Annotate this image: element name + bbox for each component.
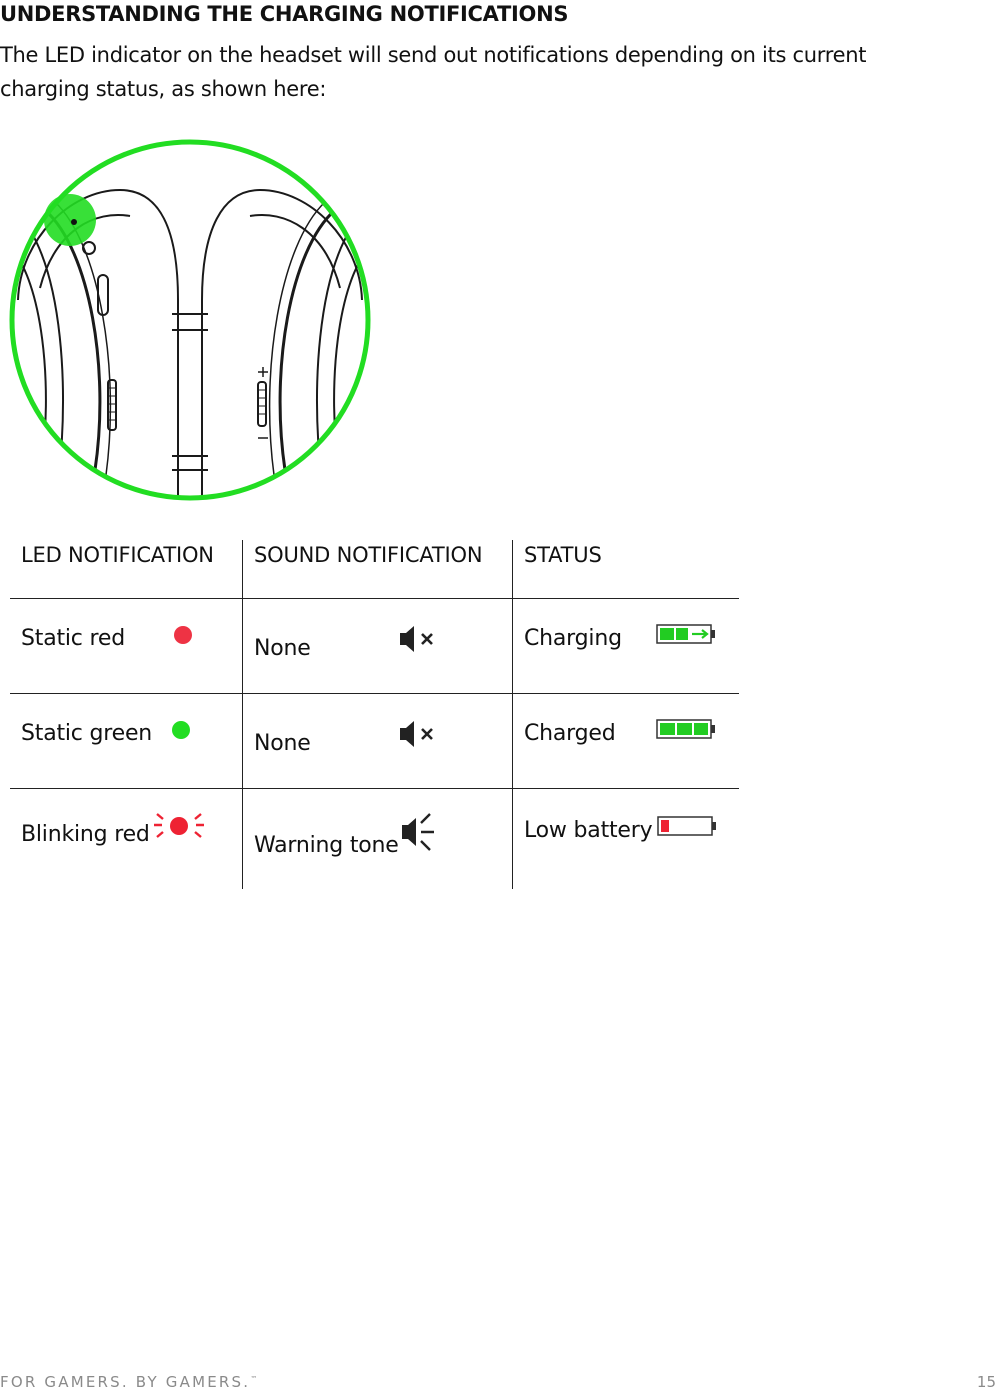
sound-label: None (254, 731, 311, 756)
red-dot-icon (172, 624, 194, 646)
battery-full-icon (656, 718, 716, 742)
blinking-red-dot-icon (150, 809, 210, 847)
table-row (10, 693, 739, 788)
header-led: LED NOTIFICATION (21, 543, 214, 567)
page-number: 15 (976, 1373, 996, 1391)
battery-charging-icon (656, 623, 716, 647)
header-status: STATUS (524, 543, 602, 567)
led-label: Blinking red (21, 822, 150, 847)
table-row (10, 598, 739, 693)
led-label: Static red (21, 626, 125, 651)
status-label: Charged (524, 721, 616, 746)
footer-tagline (0, 1373, 257, 1391)
sound-label: Warning tone (254, 833, 399, 858)
sound-label: None (254, 636, 311, 661)
table-header-row (10, 540, 739, 598)
led-label: Static green (21, 721, 153, 746)
notifications-table (10, 540, 739, 889)
battery-low-icon (657, 815, 717, 839)
speaker-muted-icon (398, 718, 438, 750)
green-dot-icon (170, 719, 192, 741)
section-heading: UNDERSTANDING THE CHARGING NOTIFICATIONS (0, 2, 569, 26)
speaker-sound-icon (400, 811, 436, 855)
table-row (10, 788, 739, 889)
intro-paragraph: The LED indicator on the headset will send out notifications depending on its current charging status, as shown here: (0, 43, 867, 101)
trademark-symbol: ™ (250, 1375, 258, 1383)
speaker-muted-icon (398, 623, 438, 655)
status-label: Charging (524, 626, 622, 651)
headset-led-illustration (0, 130, 380, 510)
tagline-text: FOR GAMERS. BY GAMERS. (0, 1373, 251, 1391)
status-label: Low battery (524, 818, 653, 843)
header-sound: SOUND NOTIFICATION (254, 543, 483, 567)
